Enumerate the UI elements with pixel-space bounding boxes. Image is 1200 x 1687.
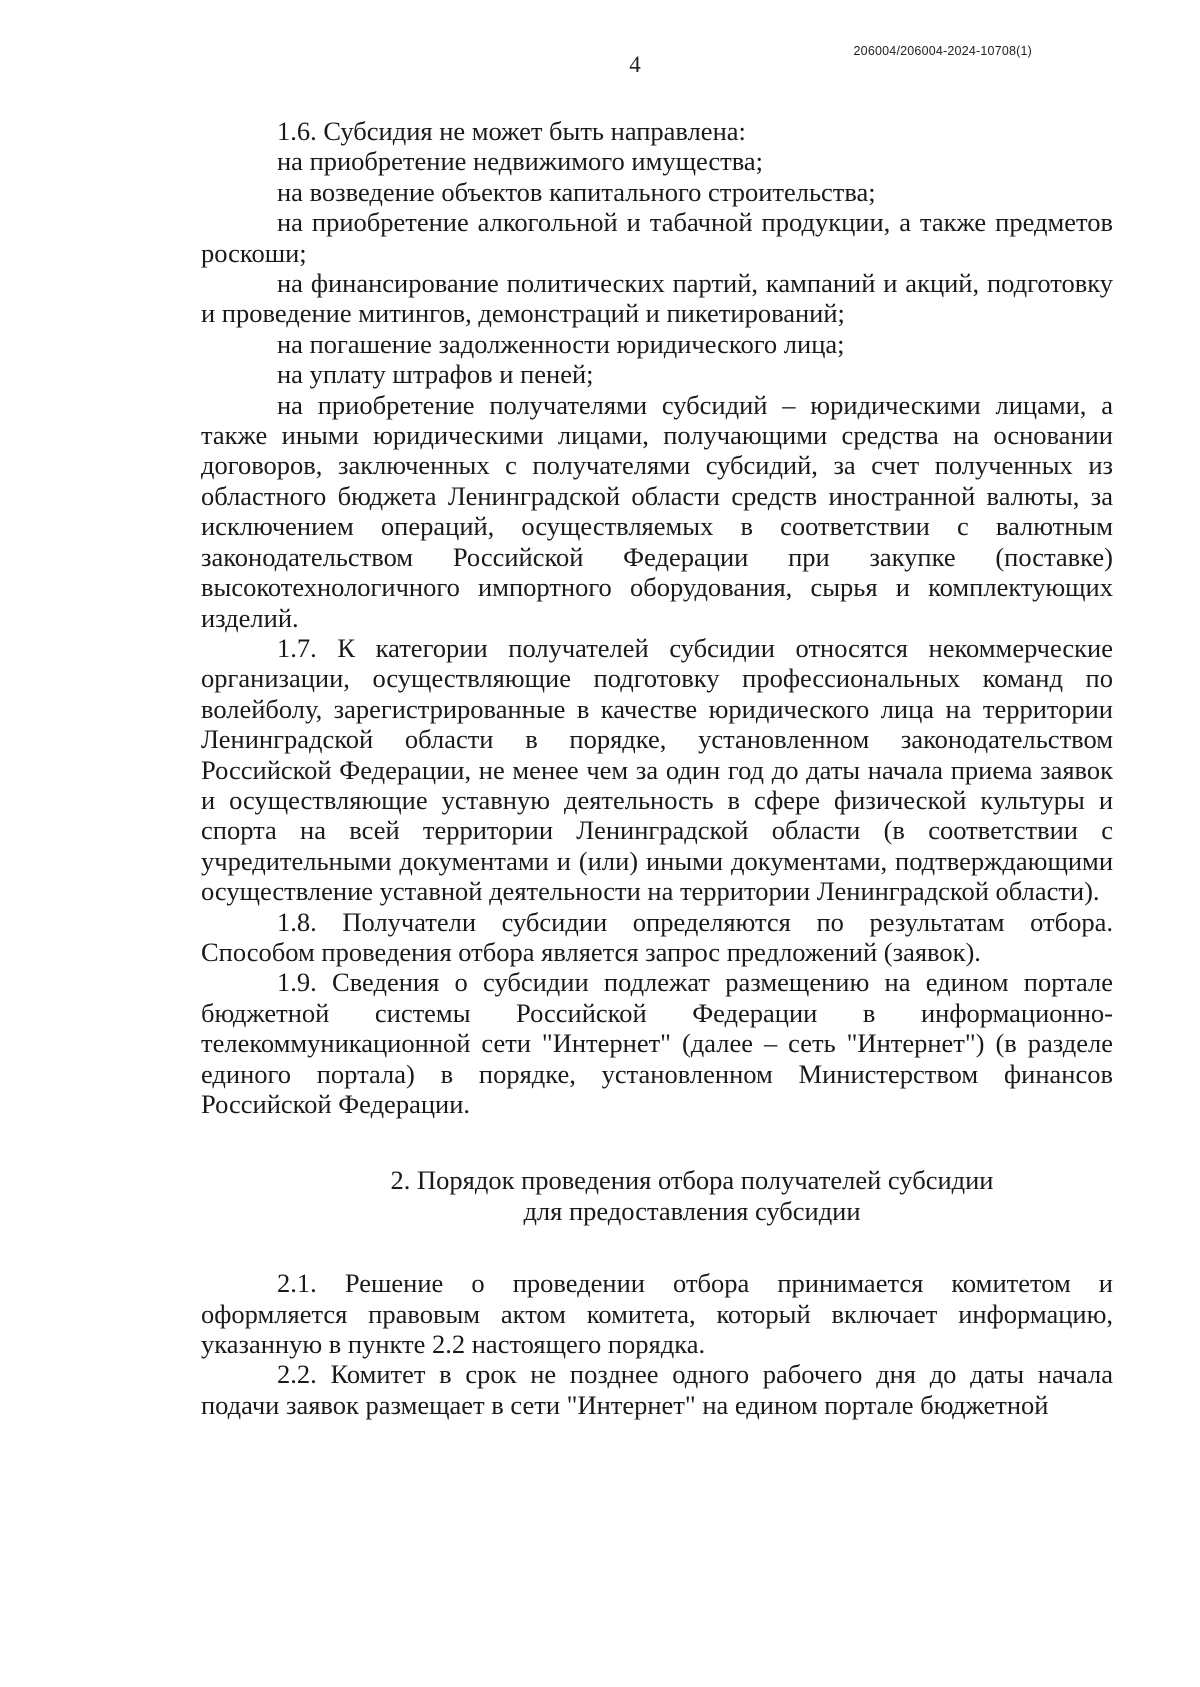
paragraph-construction: на возведение объектов капитального строительства; [277,176,876,207]
paragraph-political: на финансирование политических партий, кампаний и акций, подготовку и проведение митингов, демонстраций и пикетирований; [201,268,1113,329]
paragraph-2-1: 2.1. Решение о проведении отбора принимается комитетом и оформляется правовым актом комитета, который включает информацию, указанную в пункте 2.2 настоящего порядка. [201,1268,1113,1360]
paragraph-1-9: 1.9. Сведения о субсидии подлежат размещению на едином портале бюджетной системы Российской Федерации в информационно-телекоммуникационной сети "Интернет" (далее – сеть "Интернет") (в разделе единого портала) в порядке, установленном Министерством финансов Российской Федерации. [201,967,1113,1119]
paragraph-2-2: 2.2. Комитет в срок не позднее одного рабочего дня до даты начала подачи заявок размещает в сети "Интернет" на едином портале бюджетной [201,1359,1113,1420]
page-number: 4 [629,52,641,77]
section-2-heading [201,1165,1113,1226]
paragraph-alcohol-tobacco: на приобретение алкогольной и табачной продукции, а также предметов роскоши; [201,207,1113,268]
section-2-heading-line-2: для предоставления субсидии [523,1195,861,1226]
document-registration-number: 206004/206004-2024-10708(1) [853,44,1032,58]
document-body [201,116,1113,1420]
paragraph-1-7: 1.7. К категории получателей субсидии относятся некоммерческие организации, осуществляющие подготовку профессиональных команд по волейболу, зарегистрированные в качестве юридического лица на территории Ленинградской области в порядке, установленном законодательством Российской Федерации, не менее чем за один год до даты начала приема заявок и осуществляющие уставную деятельность в сфере физической культуры и спорта на всей территории Ленинградской области (в соответствии с учредительными документами и (или) иными документами, подтверждающими осуществление уставной деятельности на территории Ленинградской области). [201,632,1113,907]
paragraph-1-6: 1.6. Субсидия не может быть направлена: [277,116,746,146]
paragraph-real-estate: на приобретение недвижимого имущества; [277,146,764,177]
paragraph-fines: на уплату штрафов и пеней; [277,359,594,390]
section-2-heading-line-1: 2. Порядок проведения отбора получателей субсидии [390,1165,994,1196]
paragraph-foreign-currency: на приобретение получателями субсидий – юридическими лицами, а также иными юридическими лицами, получающими средства на основании договоров, заключенных с получателями субсидий, за счет полученных из областного бюджета Ленинградской области средств иностранной валюты, за исключением операций, осуществляемых в соответствии с валютным законодательством Российской Федерации при закупке (поставке) высокотехнологичного импортного оборудования, сырья и комплектующих изделий. [201,389,1113,633]
paragraph-1-8: 1.8. Получатели субсидии определяются по результатам отбора. Способом проведения отбора является запрос предложений (заявок). [201,906,1113,967]
paragraph-debt: на погашение задолженности юридического лица; [277,328,845,359]
